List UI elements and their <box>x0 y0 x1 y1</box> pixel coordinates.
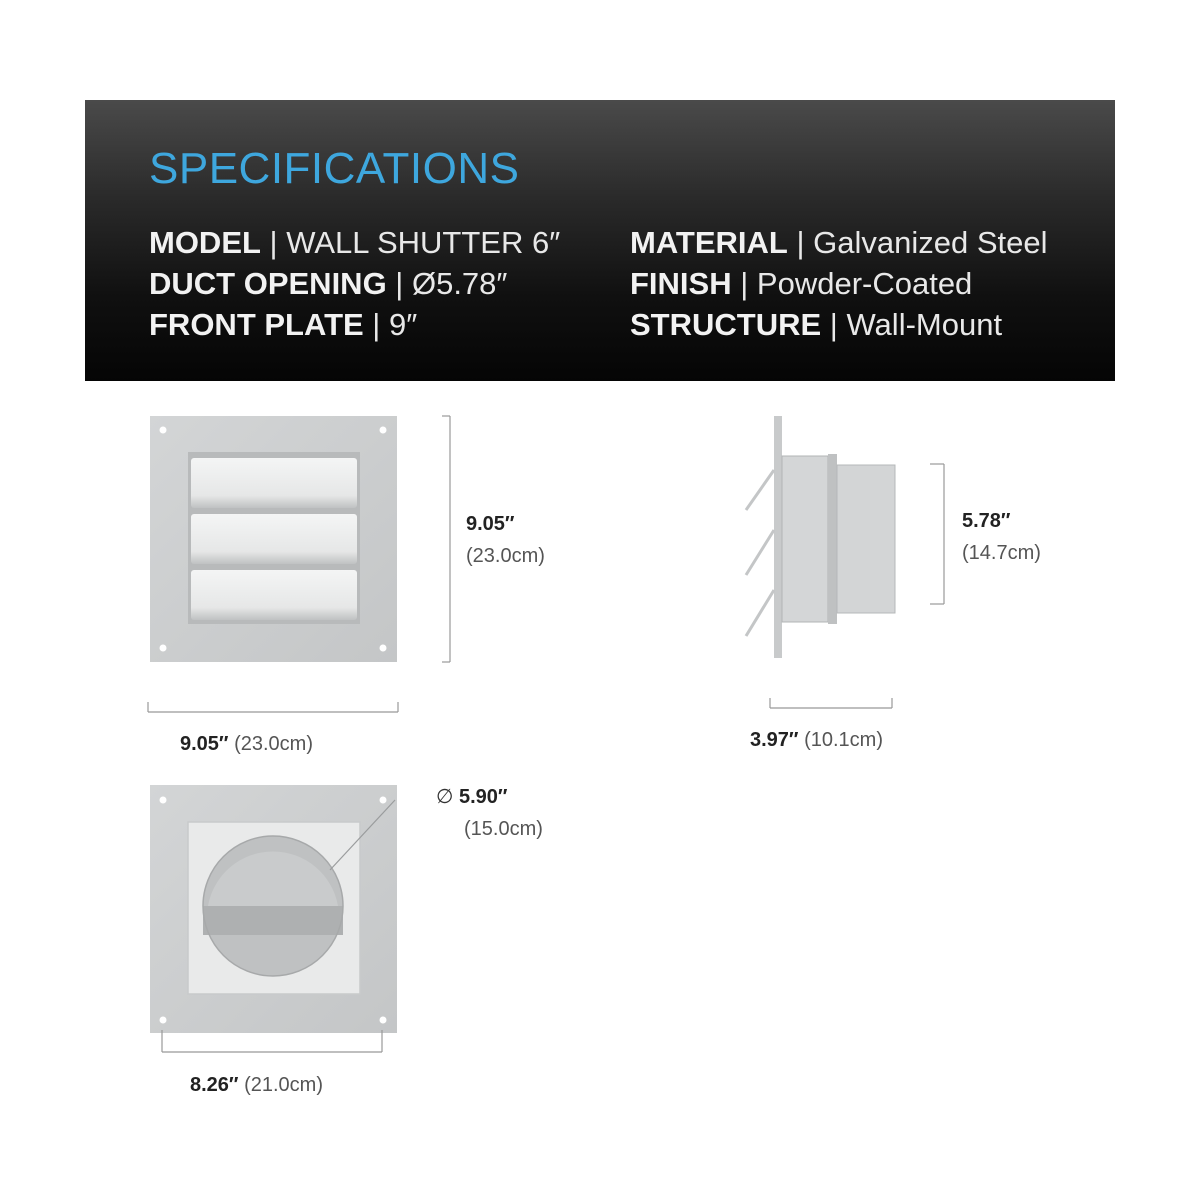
screw-hole <box>160 797 167 804</box>
screw-hole <box>160 1017 167 1024</box>
louver <box>191 458 357 508</box>
side-view <box>746 416 944 708</box>
side-height-dimension: 5.78″ (14.7cm) <box>962 510 1041 564</box>
spec-material: MATERIAL | Galvanized Steel <box>630 225 1048 260</box>
spec-model: MODEL | WALL SHUTTER 6″ <box>149 225 561 260</box>
screw-hole <box>380 427 387 434</box>
duct-collar <box>837 465 895 613</box>
diameter-symbol: ∅ <box>436 786 454 808</box>
back-hole-spacing-dimension: 8.26″ (21.0cm) <box>190 1074 323 1096</box>
front-width-dimension: 9.05″ (23.0cm) <box>180 733 313 755</box>
screw-hole <box>160 645 167 652</box>
back-view <box>150 785 397 1052</box>
specifications-title: SPECIFICATIONS <box>149 144 520 193</box>
screw-hole <box>380 645 387 652</box>
side-plate <box>774 416 782 658</box>
spec-finish: FINISH | Powder-Coated <box>630 266 973 301</box>
back-diameter-dimension: ∅ 5.90″ (15.0cm) <box>436 786 543 840</box>
spec-front-plate: FRONT PLATE | 9″ <box>149 307 418 342</box>
front-height-dimension: 9.05″ (23.0cm) <box>466 513 545 567</box>
screw-hole <box>160 427 167 434</box>
screw-hole <box>380 1017 387 1024</box>
spec-structure: STRUCTURE | Wall-Mount <box>630 307 1003 342</box>
side-depth-dimension: 3.97″ (10.1cm) <box>750 729 883 751</box>
spec-duct-opening: DUCT OPENING | Ø5.78″ <box>149 266 508 301</box>
screw-hole <box>380 797 387 804</box>
louver <box>191 570 357 620</box>
louver <box>191 514 357 564</box>
front-view <box>148 416 450 712</box>
